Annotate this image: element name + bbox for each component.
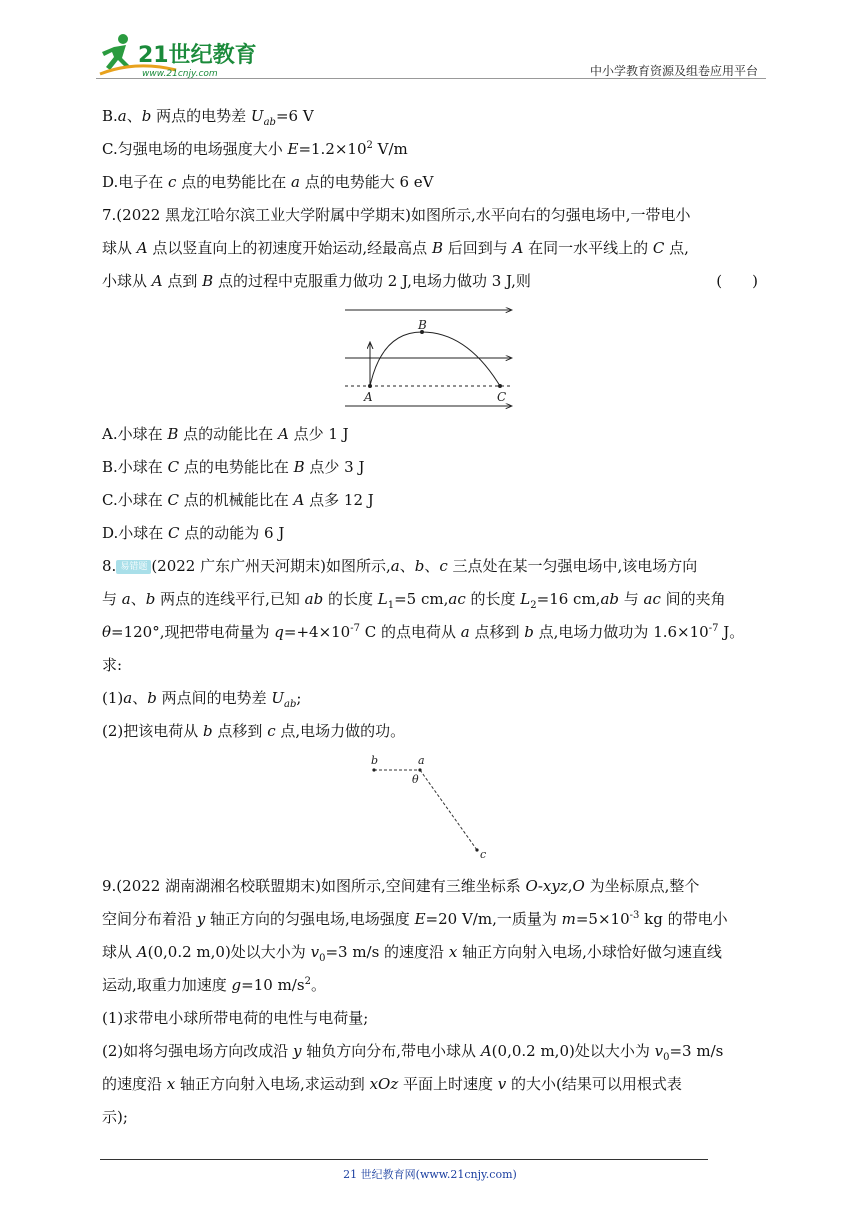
svg-text:www.21cnjy.com: www.21cnjy.com: [142, 69, 218, 79]
q9-part-1: (1)求带电小球所带电荷的电性与电荷量;: [102, 1009, 369, 1027]
label-c-point: C: [497, 390, 507, 404]
q9-stem-line-3: 球从 A(0,0.2 m,0)处以大小为 $v_0=3$ m/s 的速度沿 x 轴正方向射入电场,小球恰好做匀速直线: [102, 943, 722, 964]
page-header: [96, 28, 766, 84]
label-b-point: B: [418, 318, 427, 332]
platform-title: 中小学教育资源及组卷应用平台: [589, 64, 758, 78]
svg-text:21世纪教育: 21世纪教育: [138, 43, 257, 68]
q8-part-2: (2)把该电荷从 b 点移到 c 点,电场力做的功。: [102, 722, 406, 740]
footer-link[interactable]: 21 世纪教育网(www.21cnjy.com): [343, 1168, 517, 1181]
header-divider: [96, 78, 766, 79]
q9-stem-line-2: 空间分布着沿 y 轴正方向的匀强电场,电场强度 E=20 V/m,一质量为 $m=5\times 10^{-3}$ kg 的带电小: [102, 910, 728, 928]
answer-bracket: ( ): [716, 272, 758, 290]
q9-part-2-line-1: (2)如将匀强电场方向改成沿 y 轴负方向分布,带电小球从 A(0,0.2 m,0)处以大小为 $v_0=3$ m/s: [102, 1042, 724, 1063]
q9-part-2-line-3: 示);: [102, 1108, 128, 1126]
q7-option-d: D.小球在 C 点的动能为 6 J: [102, 524, 285, 542]
site-logo: [96, 30, 266, 80]
q8-figure: [102, 750, 762, 862]
q8-stem-line-2: 与 a、b 两点的连线平行,已知 ab 的长度 $L_1=5$ cm,ac 的长度 $L_2=16$ cm,ab 与 ac 间的夹角: [102, 590, 726, 611]
q7-option-a: A.小球在 B 点的动能比在 A 点少 1 J: [102, 425, 349, 443]
q8-stem-line-3: θ=120°,现把带电荷量为 $q=+4\times 10^{-7}$ C 的点电荷从 a 点移到 b 点,电场力做功为 $1.6\times 10^{-7}$ J。: [102, 623, 745, 641]
q8-stem-line-1: 8. 易错题 (2022 广东广州天河期末)如图所示,a、b、c 三点处在某一匀强电场中,该电场方向: [102, 557, 698, 575]
q6-option-b: B.a、b 两点的电势差 $U_{ab}=6$ V: [102, 107, 314, 128]
q6-option-d: D.电子在 c 点的电势能比在 a 点的电势能大 6 eV: [102, 173, 434, 191]
q7-option-c: C.小球在 C 点的机械能比在 A 点多 12 J: [102, 491, 374, 509]
q9-part-2-line-2: 的速度沿 x 轴正方向射入电场,求运动到 xOz 平面上时速度 v 的大小(结果可以用根式表: [102, 1075, 682, 1093]
q9-stem-line-4: 运动,取重力加速度 g=10 $m/s^2$。: [102, 976, 326, 994]
label-point-b: b: [371, 754, 379, 767]
label-point-a: a: [418, 754, 425, 767]
q7-stem-line-1: 7.(2022 黑龙江哈尔滨工业大学附属中学期末)如图所示,水平向右的匀强电场中,一带电小: [102, 206, 691, 224]
difficulty-badge: 易错题: [116, 560, 151, 574]
q6-option-c: C.匀强电场的电场强度大小 $E=1.2\times 10^2$ V/m: [102, 140, 408, 158]
q8-part-1: (1)a、b 两点间的电势差 $U_{ab}$;: [102, 689, 302, 710]
question-content: [102, 100, 762, 1134]
footer-divider: [100, 1159, 708, 1160]
q7-figure: [102, 302, 762, 412]
label-a-point: A: [364, 390, 373, 404]
q9-stem-line-1: 9.(2022 湖南湖湘名校联盟期末)如图所示,空间建有三维坐标系 O-xyz,O 为坐标原点,整个: [102, 877, 700, 895]
q7-stem-line-3: 小球从 A 点到 B 点的过程中克服重力做功 2 J,电场力做功 3 J,则 ( ): [102, 265, 762, 298]
label-theta: θ: [412, 773, 419, 786]
q7-option-b: B.小球在 C 点的电势能比在 B 点少 3 J: [102, 458, 365, 476]
label-point-c: c: [480, 848, 487, 861]
q7-stem-line-2: 球从 A 点以竖直向上的初速度开始运动,经最高点 B 后回到与 A 在同一水平线上的 C 点,: [102, 239, 689, 257]
q8-stem-line-4: 求:: [102, 656, 123, 674]
